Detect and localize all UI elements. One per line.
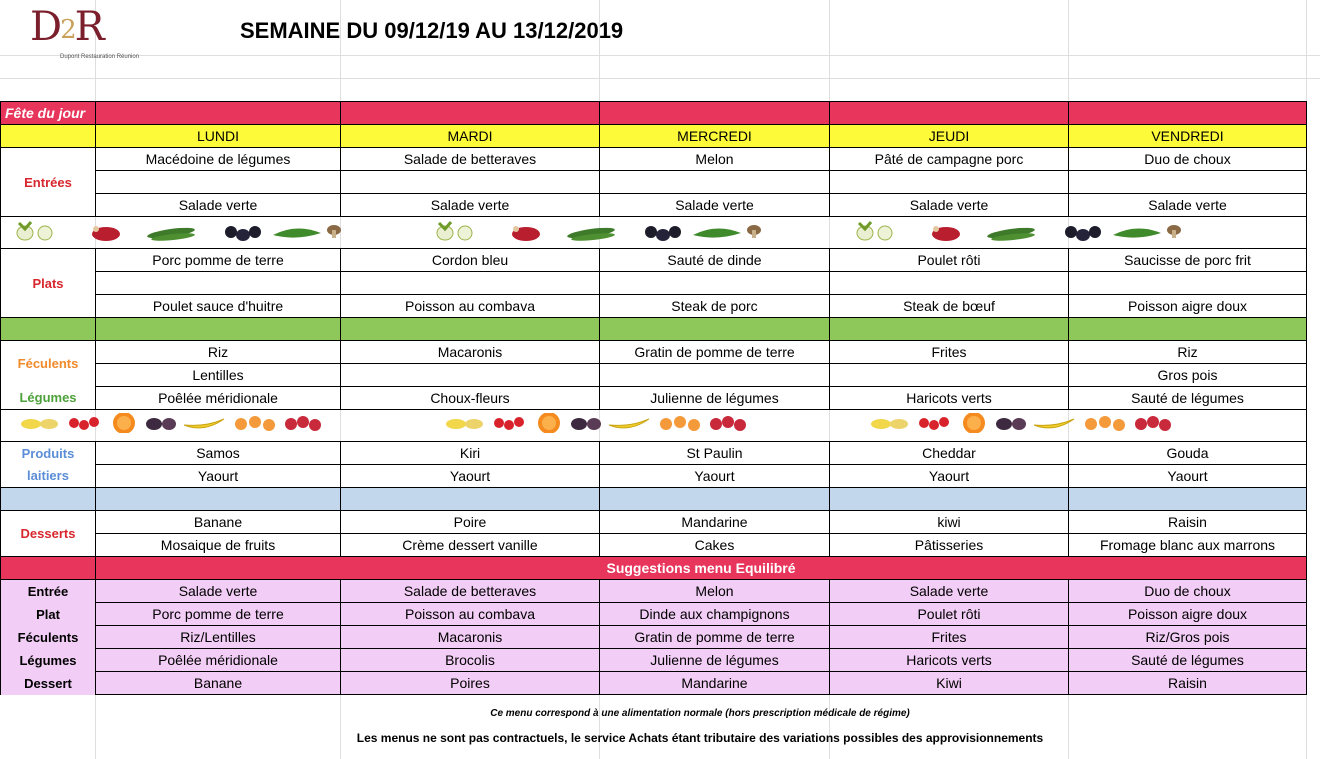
menu-cell: Julienne de légumes bbox=[600, 387, 830, 410]
suggestion-row bbox=[1, 626, 1307, 649]
menu-cell bbox=[830, 364, 1069, 387]
vegetables-icon bbox=[851, 217, 1181, 249]
entrees-row bbox=[1, 171, 1307, 194]
menu-cell: Poisson aigre doux bbox=[1069, 295, 1307, 318]
plats-row bbox=[1, 272, 1307, 295]
menu-cell bbox=[341, 364, 600, 387]
separator-cell bbox=[600, 488, 830, 511]
menu-cell: Gros pois bbox=[1069, 364, 1307, 387]
regime-note: Ce menu correspond à une alimentation normale (hors prescription médicale de régime) bbox=[490, 708, 910, 719]
menu-cell: Poisson au combava bbox=[341, 295, 600, 318]
menu-cell: Gratin de pomme de terre bbox=[600, 341, 830, 364]
suggestion-cell: Poulet rôti bbox=[830, 603, 1069, 626]
menu-cell: Yaourt bbox=[341, 465, 600, 488]
fete-cell bbox=[1069, 102, 1307, 125]
menu-cell: Poulet sauce d'huitre bbox=[96, 295, 341, 318]
vegetables-row bbox=[1, 217, 1307, 249]
separator-cell bbox=[1, 318, 96, 341]
desserts-row bbox=[1, 534, 1307, 557]
suggestion-cell: Salade verte bbox=[96, 580, 341, 603]
suggestion-cell: Poires bbox=[341, 672, 600, 695]
menu-cell: Cakes bbox=[600, 534, 830, 557]
menu-cell: Poulet rôti bbox=[830, 249, 1069, 272]
fete-row bbox=[1, 102, 1307, 125]
suggestions-header bbox=[1, 557, 1307, 580]
menu-cell: Gouda bbox=[1069, 442, 1307, 465]
menu-cell: Macédoine de légumes bbox=[96, 148, 341, 171]
suggestion-cell: Poêlée méridionale bbox=[96, 649, 341, 672]
menu-cell: Kiri bbox=[341, 442, 600, 465]
grid-line bbox=[0, 55, 1320, 56]
menu-cell: Steak de porc bbox=[600, 295, 830, 318]
menu-cell: Yaourt bbox=[96, 465, 341, 488]
page-title: SEMAINE DU 09/12/19 AU 13/12/2019 bbox=[240, 18, 624, 43]
green-separator bbox=[1, 318, 1307, 341]
vegetables-icon bbox=[431, 217, 761, 249]
menu-cell bbox=[600, 364, 830, 387]
suggestions-corner bbox=[1, 557, 96, 580]
suggestion-cell: Frites bbox=[830, 626, 1069, 649]
entrees-row bbox=[1, 148, 1307, 171]
fete-cell bbox=[96, 102, 341, 125]
contract-note: Les menus ne sont pas contractuels, le service Achats étant tributaire des variations possibles des approvisionnements bbox=[356, 731, 1044, 745]
menu-cell bbox=[600, 272, 830, 295]
menu-cell: Poire bbox=[341, 511, 600, 534]
suggestion-row bbox=[1, 580, 1307, 603]
suggestion-cell: Poisson aigre doux bbox=[1069, 603, 1307, 626]
menu-cell bbox=[341, 272, 600, 295]
menu-cell bbox=[341, 171, 600, 194]
menu-cell bbox=[600, 171, 830, 194]
menu-cell: Porc pomme de terre bbox=[96, 249, 341, 272]
menu-cell: Yaourt bbox=[830, 465, 1069, 488]
suggestion-label: Légumes bbox=[1, 649, 96, 672]
suggestions-title: Suggestions menu Equilibré bbox=[96, 557, 1307, 580]
separator-cell bbox=[830, 318, 1069, 341]
feculents-row bbox=[1, 364, 1307, 387]
suggestion-cell: Dinde aux champignons bbox=[600, 603, 830, 626]
suggestion-cell: Duo de choux bbox=[1069, 580, 1307, 603]
separator-cell bbox=[600, 318, 830, 341]
menu-cell: Crème dessert vanille bbox=[341, 534, 600, 557]
fruits-icon bbox=[444, 413, 774, 439]
suggestion-cell: Kiwi bbox=[830, 672, 1069, 695]
suggestion-cell: Mandarine bbox=[600, 672, 830, 695]
suggestion-cell: Salade de betteraves bbox=[341, 580, 600, 603]
suggestion-cell: Porc pomme de terre bbox=[96, 603, 341, 626]
menu-cell: Salade verte bbox=[600, 194, 830, 217]
separator-cell bbox=[96, 488, 341, 511]
menu-cell: Sauté de légumes bbox=[1069, 387, 1307, 410]
separator-cell bbox=[341, 488, 600, 511]
menu-cell: Samos bbox=[96, 442, 341, 465]
menu-cell bbox=[1069, 171, 1307, 194]
suggestion-label: Féculents bbox=[1, 626, 96, 649]
separator-cell bbox=[1069, 488, 1307, 511]
suggestion-cell: Banane bbox=[96, 672, 341, 695]
suggestion-cell: Gratin de pomme de terre bbox=[600, 626, 830, 649]
laitiers-row bbox=[1, 465, 1307, 488]
feculents-row bbox=[1, 341, 1307, 364]
menu-cell: Duo de choux bbox=[1069, 148, 1307, 171]
suggestion-label: Plat bbox=[1, 603, 96, 626]
suggestion-label: Dessert bbox=[1, 672, 96, 695]
separator-cell bbox=[96, 318, 341, 341]
section-label-laitiers: laitiers bbox=[1, 465, 96, 488]
menu-cell: Salade verte bbox=[341, 194, 600, 217]
separator-cell bbox=[1069, 318, 1307, 341]
day-header: JEUDI bbox=[830, 125, 1069, 148]
suggestion-cell: Poisson au combava bbox=[341, 603, 600, 626]
suggestion-cell: Riz/Gros pois bbox=[1069, 626, 1307, 649]
fete-cell bbox=[341, 102, 600, 125]
menu-cell: Poêlée méridionale bbox=[96, 387, 341, 410]
suggestion-row bbox=[1, 603, 1307, 626]
menu-cell: Saucisse de porc frit bbox=[1069, 249, 1307, 272]
vegetables-strip bbox=[1, 217, 1307, 249]
fruits-strip bbox=[1, 410, 1307, 442]
menu-cell: Raisin bbox=[1069, 511, 1307, 534]
menu-cell: Mosaique de fruits bbox=[96, 534, 341, 557]
grid-line bbox=[0, 78, 1320, 79]
days-corner bbox=[1, 125, 96, 148]
fruits-icon bbox=[19, 413, 349, 439]
section-label-legumes: Légumes bbox=[1, 387, 96, 410]
plats-row bbox=[1, 295, 1307, 318]
menu-cell bbox=[830, 171, 1069, 194]
menu-cell: Salade verte bbox=[830, 194, 1069, 217]
menu-cell: Sauté de dinde bbox=[600, 249, 830, 272]
menu-cell bbox=[96, 171, 341, 194]
menu-cell: Yaourt bbox=[600, 465, 830, 488]
fete-cell bbox=[600, 102, 830, 125]
suggestion-cell: Sauté de légumes bbox=[1069, 649, 1307, 672]
section-label-feculents: Féculents bbox=[1, 341, 96, 387]
suggestion-cell: Haricots verts bbox=[830, 649, 1069, 672]
menu-cell: Steak de bœuf bbox=[830, 295, 1069, 318]
menu-cell: Frites bbox=[830, 341, 1069, 364]
fete-cell bbox=[830, 102, 1069, 125]
menu-cell: Yaourt bbox=[1069, 465, 1307, 488]
section-label-plats: Plats bbox=[1, 249, 96, 318]
legumes-row bbox=[1, 387, 1307, 410]
menu-cell bbox=[830, 272, 1069, 295]
separator-cell bbox=[1, 488, 96, 511]
suggestion-cell: Brocolis bbox=[341, 649, 600, 672]
menu-cell: Banane bbox=[96, 511, 341, 534]
vegetables-icon bbox=[11, 217, 341, 249]
menu-cell: Melon bbox=[600, 148, 830, 171]
menu-cell: St Paulin bbox=[600, 442, 830, 465]
blue-separator bbox=[1, 488, 1307, 511]
day-header: LUNDI bbox=[96, 125, 341, 148]
menu-cell: Pâté de campagne porc bbox=[830, 148, 1069, 171]
menu-cell bbox=[96, 272, 341, 295]
d2r-logo: D2R Dupont Restauration Réunion bbox=[30, 4, 140, 60]
menu-cell: Fromage blanc aux marrons bbox=[1069, 534, 1307, 557]
suggestion-cell: Macaronis bbox=[341, 626, 600, 649]
separator-cell bbox=[830, 488, 1069, 511]
fruits-row bbox=[1, 410, 1307, 442]
day-header: MARDI bbox=[341, 125, 600, 148]
menu-cell: Salade de betteraves bbox=[341, 148, 600, 171]
entrees-row bbox=[1, 194, 1307, 217]
desserts-row bbox=[1, 511, 1307, 534]
suggestion-row bbox=[1, 649, 1307, 672]
menu-cell: kiwi bbox=[830, 511, 1069, 534]
suggestion-cell: Julienne de légumes bbox=[600, 649, 830, 672]
laitiers-row bbox=[1, 442, 1307, 465]
suggestion-label: Entrée bbox=[1, 580, 96, 603]
section-label-desserts: Desserts bbox=[1, 511, 96, 557]
menu-cell: Lentilles bbox=[96, 364, 341, 387]
fete-label: Fête du jour bbox=[1, 102, 96, 125]
menu-cell: Cordon bleu bbox=[341, 249, 600, 272]
menu-cell: Choux-fleurs bbox=[341, 387, 600, 410]
day-header: MERCREDI bbox=[600, 125, 830, 148]
separator-cell bbox=[341, 318, 600, 341]
section-label-entrees: Entrées bbox=[1, 148, 96, 217]
menu-cell: Riz bbox=[96, 341, 341, 364]
menu-cell: Mandarine bbox=[600, 511, 830, 534]
menu-cell: Pâtisseries bbox=[830, 534, 1069, 557]
section-label-laitiers: Produits bbox=[1, 442, 96, 465]
days-row bbox=[1, 125, 1307, 148]
menu-cell bbox=[1069, 272, 1307, 295]
suggestion-cell: Salade verte bbox=[830, 580, 1069, 603]
suggestion-row bbox=[1, 672, 1307, 695]
menu-cell: Salade verte bbox=[1069, 194, 1307, 217]
menu-cell: Salade verte bbox=[96, 194, 341, 217]
day-header: VENDREDI bbox=[1069, 125, 1307, 148]
menu-cell: Haricots verts bbox=[830, 387, 1069, 410]
suggestion-cell: Melon bbox=[600, 580, 830, 603]
menu-table bbox=[0, 101, 1307, 695]
suggestion-cell: Riz/Lentilles bbox=[96, 626, 341, 649]
fruits-icon bbox=[869, 413, 1199, 439]
logo-subtitle: Dupont Restauration Réunion bbox=[60, 54, 140, 60]
menu-cell: Cheddar bbox=[830, 442, 1069, 465]
menu-cell: Macaronis bbox=[341, 341, 600, 364]
suggestion-cell: Raisin bbox=[1069, 672, 1307, 695]
plats-row bbox=[1, 249, 1307, 272]
menu-cell: Riz bbox=[1069, 341, 1307, 364]
